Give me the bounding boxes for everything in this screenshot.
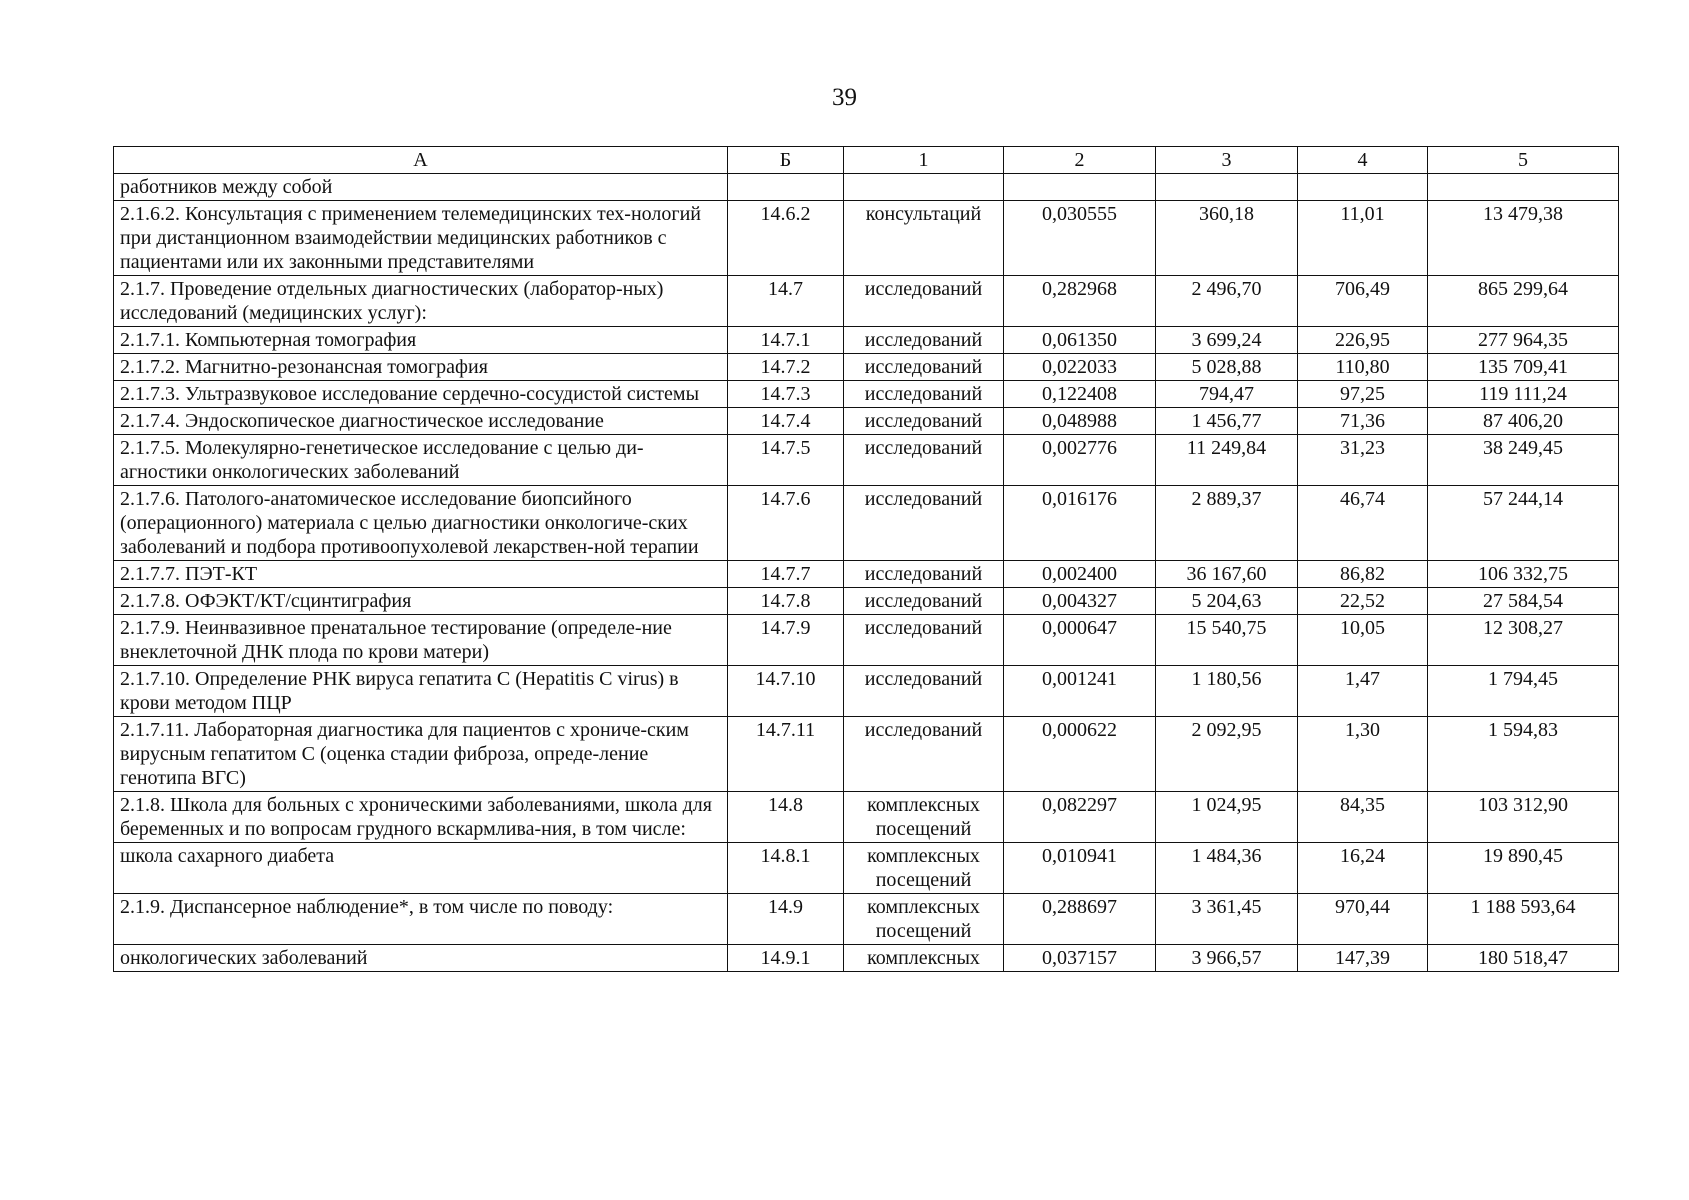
column-header-b: Б [728,147,844,174]
cell-total: 865 299,64 [1428,276,1619,327]
column-header-2: 2 [1004,147,1156,174]
table-row [114,894,1619,945]
cell-total: 87 406,20 [1428,408,1619,435]
cell-name: 2.1.7.9. Неинвазивное пренатальное тестирование (определе-ние внеклеточной ДНК плода по крови матери) [114,615,728,666]
cell-per-capita: 1,47 [1298,666,1428,717]
cell-unit: консультаций [844,201,1004,276]
cell-unit: комплексных посещений [844,894,1004,945]
cell-volume: 0,000647 [1004,615,1156,666]
cell-cost: 1 024,95 [1156,792,1298,843]
cell-per-capita: 970,44 [1298,894,1428,945]
cell-total: 277 964,35 [1428,327,1619,354]
cell-cost: 2 889,37 [1156,486,1298,561]
cell-name: 2.1.7.7. ПЭТ-КТ [114,561,728,588]
cell-cost: 1 484,36 [1156,843,1298,894]
cell-name: 2.1.7. Проведение отдельных диагностических (лаборатор-ных) исследований (медицинских услуг): [114,276,728,327]
column-header-4: 4 [1298,147,1428,174]
table-row [114,561,1619,588]
cell-volume: 0,016176 [1004,486,1156,561]
table-row [114,381,1619,408]
cell-cost: 1 180,56 [1156,666,1298,717]
cell-volume: 0,002776 [1004,435,1156,486]
cell-name: онкологических заболеваний [114,945,728,972]
cell-per-capita: 16,24 [1298,843,1428,894]
cell-code: 14.8.1 [728,843,844,894]
cell-name: школа сахарного диабета [114,843,728,894]
cell-unit: исследований [844,408,1004,435]
cell-name: 2.1.7.4. Эндоскопическое диагностическое исследование [114,408,728,435]
cell-volume [1004,174,1156,201]
cell-total: 106 332,75 [1428,561,1619,588]
table-row [114,435,1619,486]
cell-name: 2.1.7.5. Молекулярно-генетическое исследование с целью ди-агностики онкологических заболеваний [114,435,728,486]
cell-cost: 3 699,24 [1156,327,1298,354]
cell-total: 103 312,90 [1428,792,1619,843]
cell-volume: 0,022033 [1004,354,1156,381]
cell-cost: 794,47 [1156,381,1298,408]
cell-volume: 0,001241 [1004,666,1156,717]
cell-name: 2.1.8. Школа для больных с хроническими заболеваниями, школа для беременных и по вопросам грудного вскармлива-ния, в том числе: [114,792,728,843]
cell-volume: 0,061350 [1004,327,1156,354]
cell-total: 1 794,45 [1428,666,1619,717]
cell-name: 2.1.7.1. Компьютерная томография [114,327,728,354]
cell-total: 57 244,14 [1428,486,1619,561]
cell-code: 14.9 [728,894,844,945]
table-row [114,588,1619,615]
cell-per-capita: 706,49 [1298,276,1428,327]
cell-code: 14.7.11 [728,717,844,792]
cell-cost: 36 167,60 [1156,561,1298,588]
cell-unit: исследований [844,276,1004,327]
cell-per-capita: 10,05 [1298,615,1428,666]
table-row [114,615,1619,666]
cell-volume: 0,048988 [1004,408,1156,435]
cell-volume: 0,288697 [1004,894,1156,945]
cell-volume: 0,082297 [1004,792,1156,843]
cell-total: 135 709,41 [1428,354,1619,381]
cell-cost: 3 966,57 [1156,945,1298,972]
cell-code: 14.7.6 [728,486,844,561]
cell-total [1428,174,1619,201]
cell-volume: 0,030555 [1004,201,1156,276]
cell-cost: 5 028,88 [1156,354,1298,381]
cell-code: 14.9.1 [728,945,844,972]
header-row [114,147,1619,174]
table-row [114,354,1619,381]
cell-total: 19 890,45 [1428,843,1619,894]
table-row [114,843,1619,894]
cell-code: 14.7.9 [728,615,844,666]
cell-unit: исследований [844,354,1004,381]
cell-cost: 3 361,45 [1156,894,1298,945]
cell-code: 14.7.4 [728,408,844,435]
cell-total: 180 518,47 [1428,945,1619,972]
cell-per-capita [1298,174,1428,201]
cell-per-capita: 11,01 [1298,201,1428,276]
cell-total: 13 479,38 [1428,201,1619,276]
cell-cost: 2 092,95 [1156,717,1298,792]
cell-unit: исследований [844,615,1004,666]
cell-name: 2.1.7.6. Патолого-анатомическое исследование биопсийного (операционного) материала с целью диагностики онкологиче-ских заболеваний и подбора противоопухолевой лекарствен-ной терапии [114,486,728,561]
cell-unit: исследований [844,327,1004,354]
cell-name: 2.1.9. Диспансерное наблюдение*, в том числе по поводу: [114,894,728,945]
column-header-a: А [114,147,728,174]
cell-volume: 0,037157 [1004,945,1156,972]
cell-per-capita: 147,39 [1298,945,1428,972]
cell-unit: комплексных посещений [844,792,1004,843]
cell-unit: исследований [844,435,1004,486]
cell-unit: исследований [844,717,1004,792]
table-row [114,486,1619,561]
table-row [114,792,1619,843]
cell-code [728,174,844,201]
column-header-5: 5 [1428,147,1619,174]
cell-total: 27 584,54 [1428,588,1619,615]
cell-per-capita: 84,35 [1298,792,1428,843]
cell-volume: 0,002400 [1004,561,1156,588]
table-row [114,201,1619,276]
cell-code: 14.7.10 [728,666,844,717]
cell-per-capita: 22,52 [1298,588,1428,615]
cell-volume: 0,004327 [1004,588,1156,615]
page-number: 39 [832,84,857,111]
table-row [114,174,1619,201]
cell-total: 38 249,45 [1428,435,1619,486]
cell-code: 14.7.5 [728,435,844,486]
cell-cost: 5 204,63 [1156,588,1298,615]
cell-code: 14.8 [728,792,844,843]
cell-code: 14.7.8 [728,588,844,615]
cell-total: 1 188 593,64 [1428,894,1619,945]
cell-unit: комплексных посещений [844,843,1004,894]
cell-per-capita: 46,74 [1298,486,1428,561]
cell-name: 2.1.7.2. Магнитно-резонансная томография [114,354,728,381]
cell-code: 14.6.2 [728,201,844,276]
table-row [114,945,1619,972]
cell-name: 2.1.7.11. Лабораторная диагностика для пациентов с хрониче-ским вирусным гепатитом С (оценка стадии фиброза, опреде-ление генотипа ВГС) [114,717,728,792]
cell-cost: 15 540,75 [1156,615,1298,666]
cell-code: 14.7.3 [728,381,844,408]
cell-per-capita: 226,95 [1298,327,1428,354]
cell-unit: комплексных [844,945,1004,972]
cell-per-capita: 97,25 [1298,381,1428,408]
cell-cost: 2 496,70 [1156,276,1298,327]
cell-total: 12 308,27 [1428,615,1619,666]
cell-name: работников между собой [114,174,728,201]
cell-unit: исследований [844,666,1004,717]
table-row [114,666,1619,717]
cell-volume: 0,000622 [1004,717,1156,792]
cell-code: 14.7.2 [728,354,844,381]
cell-unit: исследований [844,486,1004,561]
cell-name: 2.1.7.10. Определение РНК вируса гепатита С (Hepatitis С virus) в крови методом ПЦР [114,666,728,717]
column-header-3: 3 [1156,147,1298,174]
cell-unit: исследований [844,381,1004,408]
cell-total: 119 111,24 [1428,381,1619,408]
cell-cost: 11 249,84 [1156,435,1298,486]
table-row [114,276,1619,327]
cell-per-capita: 71,36 [1298,408,1428,435]
cell-volume: 0,010941 [1004,843,1156,894]
cell-name: 2.1.7.3. Ультразвуковое исследование сердечно-сосудистой системы [114,381,728,408]
table-row [114,408,1619,435]
column-header-1: 1 [844,147,1004,174]
cell-volume: 0,282968 [1004,276,1156,327]
cell-per-capita: 31,23 [1298,435,1428,486]
cell-code: 14.7.1 [728,327,844,354]
table-row [114,327,1619,354]
table-row [114,717,1619,792]
cell-per-capita: 1,30 [1298,717,1428,792]
cell-cost: 360,18 [1156,201,1298,276]
cell-total: 1 594,83 [1428,717,1619,792]
cell-cost: 1 456,77 [1156,408,1298,435]
cell-name: 2.1.6.2. Консультация с применением телемедицинских тех-нологий при дистанционном взаимодействии медицинских работников с пациентами или их законными представителями [114,201,728,276]
cell-unit: исследований [844,588,1004,615]
cell-code: 14.7 [728,276,844,327]
cell-per-capita: 110,80 [1298,354,1428,381]
cell-code: 14.7.7 [728,561,844,588]
cell-per-capita: 86,82 [1298,561,1428,588]
data-table [113,146,1619,972]
cell-name: 2.1.7.8. ОФЭКТ/КТ/сцинтиграфия [114,588,728,615]
cell-unit [844,174,1004,201]
cell-volume: 0,122408 [1004,381,1156,408]
cell-cost [1156,174,1298,201]
cell-unit: исследований [844,561,1004,588]
